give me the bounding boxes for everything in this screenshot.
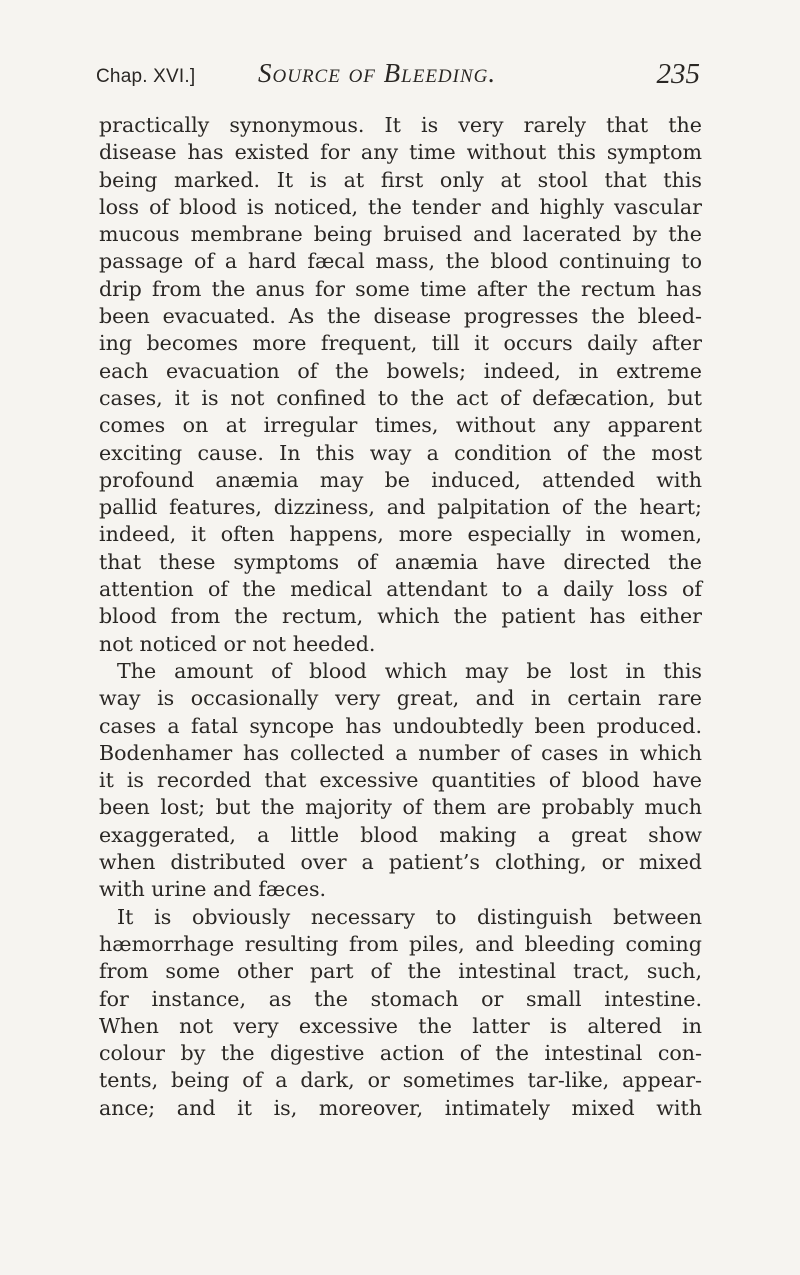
text-line: been evacuated. As the disease progresses the bleed-: [99, 304, 702, 329]
text-line: for instance, as the stomach or small intestine.: [99, 986, 702, 1011]
text-line: mucous membrane being bruised and lacerated by the: [99, 222, 702, 247]
text-line: comes on at irregular times, without any apparent: [99, 413, 702, 438]
text-line: pallid features, dizziness, and palpitation of the heart;: [99, 495, 702, 520]
text-line: cases, it is not confined to the act of defæcation, but: [99, 385, 702, 410]
text-line: being marked. It is at first only at stool that this: [99, 167, 702, 192]
text-line: been lost; but the majority of them are probably much: [99, 795, 702, 820]
text-line: indeed, it often happens, more especially in women,: [99, 522, 702, 547]
text-line: each evacuation of the bowels; indeed, in extreme: [99, 358, 702, 383]
text-line: ance; and it is, moreover, intimately mixed with: [99, 1095, 702, 1120]
text-line: colour by the digestive action of the intestinal con-: [99, 1041, 702, 1066]
text-line: practically synonymous. It is very rarely that the: [99, 113, 702, 137]
text-line: disease has existed for any time without this symptom: [99, 140, 702, 165]
text-line: It is obviously necessary to distinguish between: [117, 904, 702, 929]
text-line: drip from the anus for some time after the rectum has: [99, 276, 702, 301]
text-line: way is occasionally very great, and in certain rare: [99, 686, 702, 711]
chapter-label: Chap. XVI.]: [96, 66, 196, 87]
running-title: Source of Bleeding.: [258, 58, 497, 88]
text-line: loss of blood is noticed, the tender and highly vascular: [99, 194, 702, 219]
text-line: When not very excessive the latter is altered in: [99, 1013, 702, 1038]
running-head: [96, 58, 700, 98]
text-line: The amount of blood which may be lost in this: [117, 658, 702, 683]
text-line: passage of a hard fæcal mass, the blood continuing to: [99, 249, 702, 274]
text-line: when distributed over a patient’s clothing, or mixed: [99, 850, 702, 875]
text-line: from some other part of the intestinal tract, such,: [99, 959, 702, 984]
text-line: exciting cause. In this way a condition of the most: [99, 440, 702, 465]
text-line: blood from the rectum, which the patient has either: [99, 604, 702, 629]
text-line: that these symptoms of anæmia have directed the: [99, 549, 702, 574]
text-line: not noticed or not heeded.: [99, 631, 376, 656]
text-line: profound anæmia may be induced, attended with: [99, 467, 702, 492]
text-line: with urine and fæces.: [99, 877, 327, 902]
text-line: hæmorrhage resulting from piles, and bleeding coming: [99, 931, 702, 956]
text-line: Bodenhamer has collected a number of cases in which: [99, 740, 702, 765]
text-line: exaggerated, a little blood making a great show: [99, 822, 702, 847]
text-line: it is recorded that excessive quantities of blood have: [99, 768, 702, 793]
page-number: 235: [656, 58, 700, 90]
text-line: ing becomes more frequent, till it occurs daily after: [99, 331, 702, 356]
body-text: [99, 112, 702, 1122]
text-line: tents, being of a dark, or sometimes tar-like, appear-: [99, 1068, 702, 1093]
text-line: attention of the medical attendant to a daily loss of: [99, 577, 702, 602]
text-line: cases a fatal syncope has undoubtedly been produced.: [99, 713, 702, 738]
